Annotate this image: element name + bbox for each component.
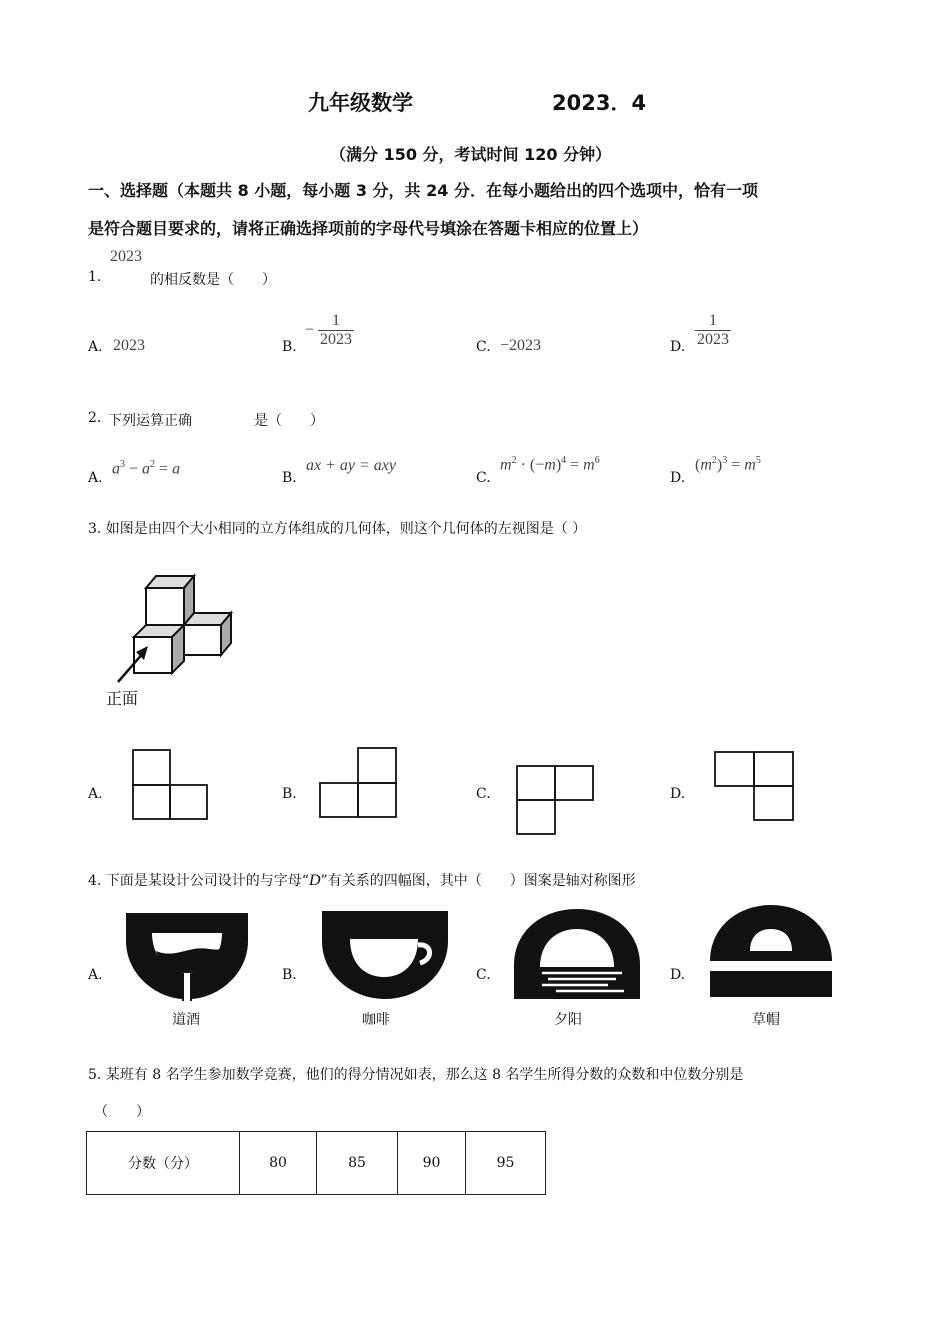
q3-option-b-figure	[319, 747, 397, 819]
q3-option-b-label: B.	[282, 786, 297, 802]
q1-value: 2023	[110, 248, 142, 265]
q5-paren: （ ）	[94, 1104, 150, 1120]
q1-option-b-denominator: 2023	[320, 331, 353, 348]
section-heading-line1: 一、选择题（本题共 8 小题，每小题 3 分，共 24 分．在每小题给出的四个选项中，恰有一项	[88, 181, 758, 200]
table-cell: 95	[466, 1132, 546, 1195]
q4-option-d-label: D.	[670, 967, 686, 983]
exam-date: 2023．4	[552, 91, 647, 115]
q3-option-c-label: C.	[476, 786, 491, 802]
q5-text: 5. 某班有 8 名学生参加数学竞赛，他们的得分情况如表，那么这 8 名学生所得分数的众数和中位数分别是	[88, 1067, 744, 1083]
q2-text-part2: 是（ ）	[254, 413, 324, 429]
q1-option-a-value: 2023	[113, 337, 145, 354]
q3-option-a-figure	[132, 749, 208, 821]
q4-option-a-label: A.	[88, 967, 103, 983]
q1-option-c-label: C.	[476, 339, 491, 355]
q4-option-a-caption: 道酒	[172, 1012, 200, 1028]
q4-text-part1: 4. 下面是某设计公司设计的与字母“	[88, 873, 309, 889]
q2-option-c-label: C.	[476, 470, 491, 486]
q1-option-c-value: −2023	[500, 337, 542, 354]
exam-subtitle: （满分 150 分，考试时间 120 分钟）	[330, 145, 612, 164]
q3-option-d-label: D.	[670, 786, 686, 802]
q4-option-b-label: B.	[282, 967, 297, 983]
q4-option-d-caption: 草帽	[752, 1012, 780, 1028]
q4-text-part2: ”有关系的四幅图，其中（ ）图案是轴对称图形	[320, 873, 636, 889]
q1-option-d-denominator: 2023	[697, 331, 729, 348]
q1-option-b-numerator: 1	[318, 312, 354, 331]
q1-option-b-value	[305, 312, 354, 349]
q2-option-b-expr: ax + ay = axy	[306, 457, 396, 474]
q3-front-label: 正面	[106, 689, 139, 708]
q2-text-part1: 下列运算正确	[108, 413, 192, 429]
q4-option-b-figure	[320, 909, 450, 1001]
q1-option-d-label: D.	[670, 339, 686, 355]
q5-score-table	[86, 1131, 546, 1195]
q1-option-b-sign: −	[305, 321, 315, 339]
q4-option-c-figure	[512, 907, 642, 1001]
q2-option-d-expr: $(m^2)^3 = m^5$	[695, 455, 761, 474]
q1-number: 1.	[88, 269, 102, 285]
q1-option-d-numerator: 1	[695, 312, 731, 331]
q4-option-c-caption: 夕阳	[554, 1012, 582, 1028]
q4-option-b-caption: 咖啡	[362, 1012, 390, 1028]
q4-text	[88, 870, 636, 890]
q4-letter: D	[308, 872, 321, 889]
table-row	[87, 1132, 546, 1195]
q2-option-a-expr: $a^3 - a^2 = a$	[112, 459, 181, 478]
q2-option-c-expr: $m^2 \cdot (-m)^4 = m^6$	[500, 455, 600, 474]
page-title: 九年级数学	[308, 91, 413, 115]
table-cell: 80	[240, 1132, 317, 1195]
q4-option-c-label: C.	[476, 967, 491, 983]
table-header-cell: 分数（分）	[87, 1132, 240, 1195]
q3-text: 3. 如图是由四个大小相同的立方体组成的几何体，则这个几何体的左视图是（ ）	[88, 521, 587, 537]
q1-option-a-label: A.	[88, 339, 103, 355]
q2-option-d-label: D.	[670, 470, 686, 486]
q2-option-a-label: A.	[88, 470, 103, 486]
q1-option-d-value	[695, 312, 731, 349]
table-cell: 85	[317, 1132, 398, 1195]
q2-number: 2.	[88, 410, 102, 426]
q4-option-a-figure	[124, 911, 250, 1003]
q3-option-d-figure	[714, 751, 794, 821]
q3-option-c-figure	[516, 765, 594, 837]
table-cell: 90	[398, 1132, 466, 1195]
q4-option-d-figure	[708, 903, 834, 999]
q3-option-a-label: A.	[88, 786, 103, 802]
section-heading-line2: 是符合题目要求的，请将正确选择项前的字母代号填涂在答题卡相应的位置上）	[88, 219, 649, 238]
q1-option-b-label: B.	[282, 339, 297, 355]
q2-option-b-label: B.	[282, 470, 297, 486]
q1-text: 的相反数是（ ）	[150, 272, 276, 288]
